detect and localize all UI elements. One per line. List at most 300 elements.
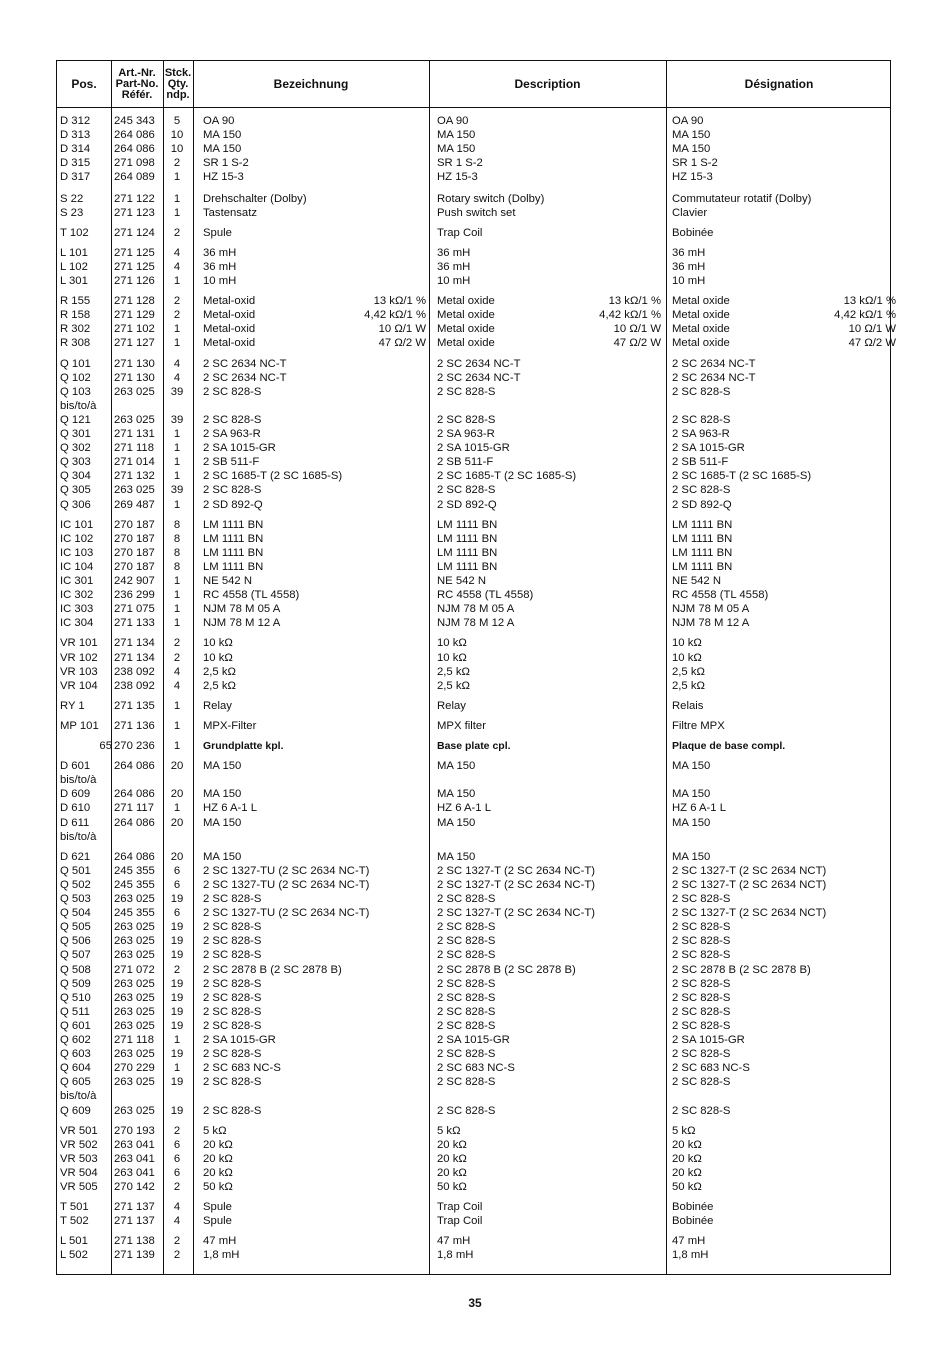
cell-fr: Relais <box>672 699 704 712</box>
cell-pos: VR 103 <box>60 665 98 678</box>
cell-fr: Metal oxide <box>672 309 730 322</box>
cell-fr: Metal oxide <box>672 323 730 336</box>
cell-pos: VR 504 <box>60 1166 98 1179</box>
cell-art: 270 229 <box>114 1062 155 1075</box>
cell-qty: 19 <box>170 1019 184 1032</box>
cell-en: Relay <box>437 699 466 712</box>
cell-pos: L 501 <box>60 1235 88 1248</box>
cell-de: MPX-Filter <box>203 719 257 732</box>
cell-fr: Clavier <box>672 206 708 219</box>
cell-art: 270 236 <box>114 740 155 752</box>
cell-art: 271 134 <box>114 637 155 650</box>
header-art-line2: Part-No. <box>115 77 159 90</box>
cell-de: 2 SC 828-S <box>203 413 262 426</box>
cell-qty: 1 <box>173 192 181 205</box>
header-pos-label: Pos. <box>71 76 97 91</box>
cell-qty: 8 <box>173 518 181 531</box>
cell-qty: 2 <box>173 637 181 650</box>
cell-fr: 2 SC 828-S <box>672 991 731 1004</box>
cell-art: 271 124 <box>114 226 155 239</box>
cell-qty: 4 <box>173 679 181 692</box>
cell-fr: 2 SC 828-S <box>672 935 731 948</box>
cell-pos: D 317 <box>60 171 91 184</box>
cell-en: 20 kΩ <box>437 1152 467 1165</box>
cell-pos: Q 604 <box>60 1062 91 1075</box>
cell-fr: OA 90 <box>672 115 704 127</box>
header-qty-line1: Stck. <box>164 66 192 79</box>
cell-de: OA 90 <box>203 115 235 127</box>
cell-fr: 36 mH <box>672 246 706 259</box>
table-row <box>57 385 892 399</box>
cell-pos: IC 101 <box>60 518 94 531</box>
cell-de: 2 SC 1327-TU (2 SC 2634 NC-T) <box>203 864 370 877</box>
cell-fr: NJM 78 M 05 A <box>672 603 750 616</box>
cell-de: 2 SC 2634 NC-T <box>203 357 287 370</box>
cell-fr: 2 SA 1015-GR <box>672 1034 745 1046</box>
table-row <box>57 864 892 878</box>
table-row <box>57 170 892 184</box>
cell-de: 2 SC 828-S <box>203 921 262 934</box>
table-row <box>57 991 892 1005</box>
cell-fr: 20 kΩ <box>672 1166 702 1179</box>
cell-pos: IC 302 <box>60 589 94 602</box>
cell-de: LM 1111 BN <box>203 518 264 531</box>
cell-art: 271 072 <box>114 963 155 976</box>
header-designation-label: Désignation <box>744 76 814 91</box>
cell-qty: 1 <box>173 603 181 616</box>
cell-qty: 6 <box>173 1166 181 1179</box>
cell-art: 263 025 <box>114 977 155 990</box>
cell-pos: L 102 <box>60 260 88 273</box>
cell-pos: Q 305 <box>60 484 91 497</box>
cell-art: 270 187 <box>114 560 155 573</box>
cell-art: 271 131 <box>114 428 155 440</box>
cell-fr: 50 kΩ <box>672 1181 702 1193</box>
cell-qty: 1 <box>173 802 181 815</box>
cell-pos: S 22 <box>60 192 84 205</box>
cell-art: 263 025 <box>114 1005 155 1018</box>
header-bezeichnung <box>193 61 429 107</box>
cell-pos: VR 101 <box>60 637 98 650</box>
cell-pos: T 102 <box>60 226 89 239</box>
header-qty-line3: ndp. <box>166 88 190 101</box>
table-row <box>57 192 892 206</box>
cell-fr: MA 150 <box>672 816 711 829</box>
cell-art: 271 014 <box>114 456 155 469</box>
cell-fr: 2 SC 828-S <box>672 1019 731 1032</box>
table-row <box>57 114 892 128</box>
header-art-line1: Art.-Nr. <box>118 66 156 79</box>
cell-en: 36 mH <box>437 246 471 259</box>
cell-en: LM 1111 BN <box>437 560 498 573</box>
cell-pos: D 312 <box>60 115 91 127</box>
cell-art: 271 125 <box>114 246 155 259</box>
cell-pos: Q 301 <box>60 428 91 440</box>
cell-en: 2 SC 683 NC-S <box>437 1062 515 1075</box>
cell-en: 2 SC 828-S <box>437 935 496 948</box>
table-row <box>57 1061 892 1075</box>
cell-de: HZ 15-3 <box>203 171 244 184</box>
table-row <box>57 322 896 336</box>
cell-en: 20 kΩ <box>437 1166 467 1179</box>
cell-qty: 4 <box>173 260 181 273</box>
cell-art: 264 086 <box>114 129 155 142</box>
cell-qty: 4 <box>173 246 181 259</box>
cell-fr: Filtre MPX <box>672 719 725 732</box>
table-row <box>57 357 892 371</box>
cell-de: 20 kΩ <box>203 1138 233 1151</box>
cell-qty: 2 <box>173 309 181 322</box>
cell-value: 4,42 kΩ/1 % <box>364 309 426 322</box>
table-row <box>57 226 892 240</box>
cell-pos: IC 104 <box>60 560 94 573</box>
table-row <box>57 920 892 934</box>
cell-pos: Q 511 <box>60 1005 90 1018</box>
cell-qty: 1 <box>173 171 181 184</box>
cell-en: Metal oxide <box>437 337 495 350</box>
cell-fr: 2 SA 1015-GR <box>672 442 745 455</box>
cell-de: 2 SC 828-S <box>203 484 262 497</box>
cell-pos: 65 <box>99 740 112 752</box>
cell-en: OA 90 <box>437 115 469 127</box>
cell-art: 263 025 <box>114 484 155 497</box>
cell-art: 263 041 <box>114 1166 155 1179</box>
cell-de: 2 SC 828-S <box>203 1104 262 1117</box>
cell-fr: 2 SC 828-S <box>672 977 731 990</box>
cell-en: 20 kΩ <box>437 1138 467 1151</box>
cell-art: 264 086 <box>114 143 155 156</box>
cell-en: NJM 78 M 12 A <box>437 617 515 630</box>
cell-pos: bis/to/à <box>60 774 97 787</box>
cell-art: 271 134 <box>114 651 155 664</box>
cell-fr: MA 150 <box>672 850 711 863</box>
cell-qty: 20 <box>170 816 184 829</box>
cell-de: 2 SC 1327-TU (2 SC 2634 NC-T) <box>203 907 370 920</box>
table-row <box>57 1200 892 1214</box>
cell-art: 264 089 <box>114 171 155 184</box>
cell-qty: 2 <box>173 1181 181 1193</box>
cell-en: 2 SB 511-F <box>437 456 494 469</box>
cell-de: 2 SA 1015-GR <box>203 442 276 455</box>
cell-qty: 6 <box>173 1138 181 1151</box>
cell-fr: 2 SC 828-S <box>672 1104 731 1117</box>
cell-en: 2,5 kΩ <box>437 665 470 678</box>
table-row <box>57 260 892 274</box>
cell-value: 4,42 kΩ/1 % <box>834 309 896 322</box>
table-row <box>57 636 892 650</box>
cell-qty: 1 <box>173 442 181 455</box>
cell-qty: 19 <box>170 935 184 948</box>
cell-pos: VR 104 <box>60 679 98 692</box>
cell-en: 2 SC 2878 B (2 SC 2878 B) <box>437 963 576 976</box>
cell-qty: 2 <box>173 157 181 170</box>
cell-pos: Q 304 <box>60 470 91 483</box>
cell-fr: 2 SC 828-S <box>672 893 731 905</box>
cell-de: LM 1111 BN <box>203 546 264 559</box>
table-row <box>57 906 892 920</box>
cell-en: 10 kΩ <box>437 651 467 664</box>
header-bezeichnung-label: Bezeichnung <box>273 76 349 91</box>
cell-en: 2,5 kΩ <box>437 679 470 692</box>
cell-qty: 1 <box>173 337 181 350</box>
table-row <box>57 739 892 753</box>
cell-qty: 1 <box>173 428 181 440</box>
cell-value: 13 kΩ/1 % <box>373 295 426 308</box>
cell-en: 2 SC 828-S <box>437 484 496 497</box>
cell-qty: 20 <box>170 760 184 773</box>
cell-fr: 2 SC 1327-T (2 SC 2634 NCT) <box>672 878 827 891</box>
cell-qty: 4 <box>173 371 181 384</box>
page-number: 35 <box>468 1296 482 1310</box>
cell-art: 263 041 <box>114 1138 155 1151</box>
cell-fr: 2 SC 828-S <box>672 921 731 934</box>
cell-en: Metal oxide <box>437 295 495 308</box>
table-row <box>57 532 892 546</box>
table-row <box>57 892 892 906</box>
cell-art: 263 025 <box>114 991 155 1004</box>
table-row <box>57 413 892 427</box>
cell-qty: 8 <box>173 560 181 573</box>
cell-de: NJM 78 M 05 A <box>203 603 281 616</box>
cell-art: 263 025 <box>114 1019 155 1032</box>
cell-de: MA 150 <box>203 760 242 773</box>
table-row <box>57 336 896 350</box>
cell-art: 271 130 <box>114 357 155 370</box>
cell-en: 2 SC 828-S <box>437 1104 496 1117</box>
cell-pos: R 308 <box>60 337 91 350</box>
table-row <box>57 948 892 962</box>
cell-en: RC 4558 (TL 4558) <box>437 589 534 602</box>
cell-art: 271 133 <box>114 617 155 630</box>
cell-qty: 2 <box>173 963 181 976</box>
cell-pos: D 621 <box>60 850 91 863</box>
cell-de: 2 SC 828-S <box>203 1048 262 1061</box>
cell-value: 47 Ω/2 W <box>613 337 661 350</box>
cell-de: 2 SC 828-S <box>203 893 262 905</box>
cell-en: Metal oxide <box>437 323 495 336</box>
cell-en: LM 1111 BN <box>437 546 498 559</box>
cell-de: 10 kΩ <box>203 651 233 664</box>
header-art-line3: Référ. <box>121 88 153 101</box>
cell-value: 13 kΩ/1 % <box>843 295 896 308</box>
cell-fr: LM 1111 BN <box>672 518 733 531</box>
cell-art: 245 355 <box>114 907 155 920</box>
parts-list-table <box>56 60 896 1275</box>
table-row <box>57 616 892 630</box>
table-row <box>57 483 892 497</box>
cell-qty: 2 <box>173 1249 181 1262</box>
table-row <box>57 773 892 787</box>
table-row <box>57 963 892 977</box>
cell-qty: 2 <box>173 1235 181 1248</box>
cell-art: 263 025 <box>114 1104 155 1117</box>
cell-de: 2 SC 828-S <box>203 935 262 948</box>
cell-qty: 1 <box>173 740 181 752</box>
cell-fr: 2 SC 828-S <box>672 1048 731 1061</box>
cell-pos: Q 503 <box>60 893 91 905</box>
cell-art: 271 137 <box>114 1201 155 1214</box>
cell-art: 271 098 <box>114 157 155 170</box>
cell-fr: 5 kΩ <box>672 1124 696 1137</box>
cell-qty: 10 <box>170 143 184 156</box>
cell-art: 263 025 <box>114 893 155 905</box>
table-row <box>57 759 892 773</box>
table-row <box>57 128 892 142</box>
cell-art: 236 299 <box>114 589 155 602</box>
cell-pos: MP 101 <box>60 719 99 732</box>
cell-value: 13 kΩ/1 % <box>608 295 661 308</box>
cell-en: Rotary switch (Dolby) <box>437 192 545 205</box>
cell-art: 270 142 <box>114 1181 155 1193</box>
cell-qty: 39 <box>170 413 184 426</box>
cell-pos: Q 103 <box>60 385 91 398</box>
cell-de: Spule <box>203 226 232 239</box>
cell-de: 5 kΩ <box>203 1124 227 1137</box>
table-row <box>57 1019 892 1033</box>
cell-qty: 1 <box>173 1062 181 1075</box>
table-row <box>57 1180 892 1194</box>
table-row <box>57 246 892 260</box>
cell-fr: 2 SC 828-S <box>672 1005 731 1018</box>
cell-en: 2 SC 828-S <box>437 1076 496 1089</box>
cell-pos: L 502 <box>60 1249 88 1262</box>
cell-en: HZ 6 A-1 L <box>437 802 491 815</box>
cell-en: 2 SA 963-R <box>437 428 495 440</box>
table-row <box>57 371 892 385</box>
cell-en: 2 SC 1327-T (2 SC 2634 NC-T) <box>437 878 596 891</box>
cell-art: 271 117 <box>114 802 154 815</box>
cell-art: 263 025 <box>114 413 155 426</box>
cell-qty: 10 <box>170 129 184 142</box>
table-row <box>57 719 892 733</box>
cell-fr: MA 150 <box>672 143 711 156</box>
table-row <box>57 560 892 574</box>
table-row <box>57 1152 892 1166</box>
cell-fr: 2 SA 963-R <box>672 428 730 440</box>
cell-fr: Metal oxide <box>672 295 730 308</box>
table-row <box>57 574 892 588</box>
cell-pos: Q 306 <box>60 498 91 511</box>
cell-art: 271 130 <box>114 371 155 384</box>
cell-art: 271 136 <box>114 719 155 732</box>
header-description-label: Description <box>514 76 581 91</box>
table-row <box>57 816 892 830</box>
cell-en: 50 kΩ <box>437 1181 467 1193</box>
cell-qty: 1 <box>173 699 181 712</box>
cell-en: MA 150 <box>437 143 476 156</box>
cell-de: RC 4558 (TL 4558) <box>203 589 300 602</box>
cell-de: LM 1111 BN <box>203 560 264 573</box>
cell-en: MA 150 <box>437 760 476 773</box>
cell-pos: Q 506 <box>60 935 91 948</box>
cell-qty: 2 <box>173 226 181 239</box>
cell-qty: 19 <box>170 1076 184 1089</box>
cell-de: Metal-oxid <box>203 309 256 322</box>
cell-qty: 19 <box>170 1005 184 1018</box>
table-row <box>57 1005 892 1019</box>
cell-de: 2 SC 828-S <box>203 1076 262 1089</box>
table-row <box>57 878 892 892</box>
cell-qty: 6 <box>173 1152 181 1165</box>
cell-de: Tastensatz <box>203 206 258 219</box>
cell-en: 2 SC 828-S <box>437 1048 496 1061</box>
cell-fr: 10 mH <box>672 275 706 287</box>
cell-pos: S 23 <box>60 206 84 219</box>
cell-art: 264 086 <box>114 850 155 863</box>
table-row <box>57 206 892 220</box>
header-qty-line2: Qty. <box>167 77 189 90</box>
cell-en: 2 SC 828-S <box>437 921 496 934</box>
cell-art: 271 138 <box>114 1235 155 1248</box>
cell-en: MA 150 <box>437 850 476 863</box>
cell-pos: D 314 <box>60 143 91 156</box>
cell-fr: 2 SB 511-F <box>672 456 729 469</box>
cell-pos: D 315 <box>60 157 91 170</box>
cell-art: 245 355 <box>114 864 155 877</box>
cell-pos: L 301 <box>60 275 88 287</box>
cell-value: 4,42 kΩ/1 % <box>599 309 661 322</box>
cell-pos: VR 501 <box>60 1124 98 1137</box>
table-row <box>57 142 892 156</box>
cell-art: 271 122 <box>114 192 155 205</box>
cell-en: Push switch set <box>437 206 516 219</box>
header-description <box>429 61 666 107</box>
cell-art: 271 118 <box>114 1034 154 1046</box>
cell-fr: Bobinée <box>672 226 714 239</box>
cell-qty: 6 <box>173 907 181 920</box>
table-row <box>57 1214 892 1228</box>
cell-art: 263 041 <box>114 1152 155 1165</box>
cell-pos: R 155 <box>60 295 91 308</box>
cell-de: MA 150 <box>203 850 242 863</box>
cell-pos: D 611 <box>60 816 90 829</box>
cell-de: 20 kΩ <box>203 1166 233 1179</box>
cell-de: 2 SD 892-Q <box>203 498 263 511</box>
table-row <box>57 679 892 693</box>
table-row <box>57 469 892 483</box>
table-row <box>57 801 892 815</box>
cell-de: Spule <box>203 1201 232 1214</box>
cell-qty: 19 <box>170 893 184 905</box>
cell-qty: 1 <box>173 1034 181 1046</box>
cell-fr: 2 SC 828-S <box>672 1076 731 1089</box>
cell-pos: bis/to/à <box>60 830 97 843</box>
cell-pos: Q 102 <box>60 371 91 384</box>
cell-pos: L 101 <box>60 246 88 259</box>
cell-de: 50 kΩ <box>203 1181 233 1193</box>
cell-value: 47 Ω/2 W <box>378 337 426 350</box>
cell-en: 2 SC 2634 NC-T <box>437 371 521 384</box>
cell-qty: 2 <box>173 651 181 664</box>
cell-en: 1,8 mH <box>437 1249 474 1262</box>
cell-fr: MA 150 <box>672 129 711 142</box>
cell-art: 270 187 <box>114 546 155 559</box>
cell-en: 2 SC 828-S <box>437 413 496 426</box>
cell-qty: 4 <box>173 357 181 370</box>
cell-art: 245 355 <box>114 878 155 891</box>
cell-pos: Q 601 <box>60 1019 91 1032</box>
cell-fr: 2 SC 1327-T (2 SC 2634 NCT) <box>672 864 827 877</box>
table-row <box>57 1089 892 1103</box>
cell-art: 271 125 <box>114 260 155 273</box>
table-row <box>57 588 892 602</box>
cell-qty: 4 <box>173 1201 181 1214</box>
cell-de: MA 150 <box>203 129 242 142</box>
cell-de: 2 SC 683 NC-S <box>203 1062 281 1075</box>
cell-qty: 1 <box>173 470 181 483</box>
cell-fr: RC 4558 (TL 4558) <box>672 589 769 602</box>
cell-qty: 39 <box>170 385 184 398</box>
